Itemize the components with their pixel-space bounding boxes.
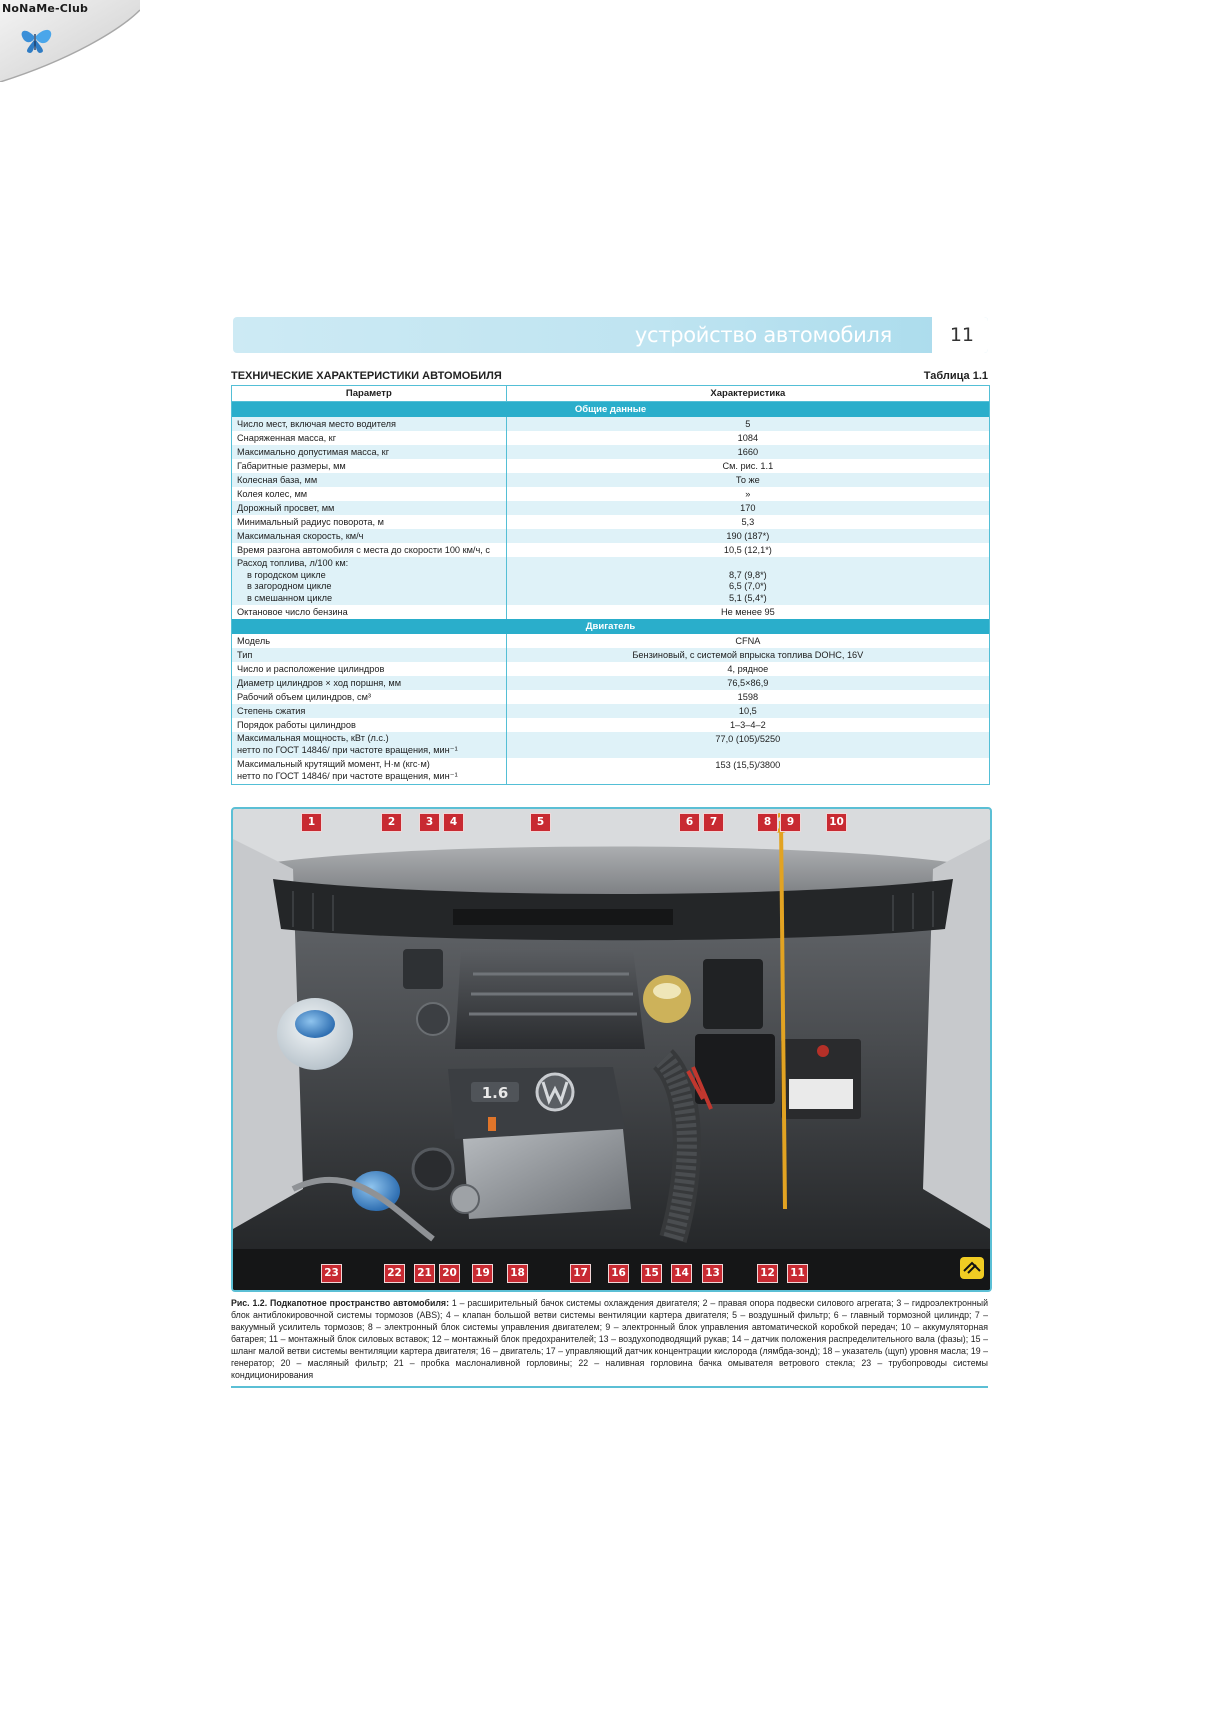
callout-23: 23 — [321, 1264, 342, 1283]
callout-21: 21 — [414, 1264, 435, 1283]
page-number-box — [932, 317, 988, 353]
watermark-text: NoNaMe-Club — [2, 2, 89, 15]
section-general: Общие данные — [232, 402, 990, 418]
page-header — [233, 317, 988, 353]
callout-6: 6 — [679, 813, 700, 832]
callout-5: 5 — [530, 813, 551, 832]
coolant-cap-icon — [295, 1010, 335, 1038]
table-row: Максимальная скорость, км/ч 190 (187*) — [232, 529, 990, 543]
col-header-value: Характеристика — [506, 386, 989, 402]
table-row: Тип Бензиновый, с системой впрыска топлива DOHC, 16V — [232, 648, 990, 662]
table-row: Снаряженная масса, кг 1084 — [232, 431, 990, 445]
table-number: Таблица 1.1 — [923, 370, 988, 382]
callout-18: 18 — [507, 1264, 528, 1283]
callout-7: 7 — [703, 813, 724, 832]
table-row: Число мест, включая место водителя 5 — [232, 417, 990, 431]
table-row: Октановое число бензина Не менее 95 — [232, 605, 990, 619]
caption-lead: Рис. 1.2. Подкапотное пространство автомобиля: — [231, 1298, 449, 1308]
table-row: Модель CFNA — [232, 634, 990, 648]
watermark-badge — [0, 0, 140, 82]
table-title: ТЕХНИЧЕСКИЕ ХАРАКТЕРИСТИКИ АВТОМОБИЛЯ — [231, 370, 502, 382]
table-row-torque: Максимальный крутящий момент, Н·м (кгс·м) нетто по ГОСТ 14846/ при частоте вращения, мин⁻¹ 153 (15,5)/3800 — [232, 758, 990, 785]
table-row-fuel: Расход топлива, л/100 км: в городском цикле в загородном цикле в смешанном цикле 8,7 (9,8*) 6,5 (7,0*) 5,1 (5,4*) — [232, 557, 990, 605]
table-row: Число и расположение цилиндров 4, рядное — [232, 662, 990, 676]
callout-20: 20 — [439, 1264, 460, 1283]
table-row-power: Максимальная мощность, кВт (л.с.) нетто по ГОСТ 14846/ при частоте вращения, мин⁻¹ 77,0 (105)/5250 — [232, 732, 990, 758]
table-row: Минимальный радиус поворота, м 5,3 — [232, 515, 990, 529]
callout-19: 19 — [472, 1264, 493, 1283]
callout-14: 14 — [671, 1264, 692, 1283]
table-row: Габаритные размеры, мм См. рис. 1.1 — [232, 459, 990, 473]
table-row: Степень сжатия 10,5 — [232, 704, 990, 718]
table-row: Порядок работы цилиндров 1–3–4–2 — [232, 718, 990, 732]
caption-text: 1 – расширительный бачок системы охлаждения двигателя; 2 – правая опора подвески силового агрегата; 3 – гидроэлектронный блок антиблокировочной системы тормозов (ABS); 4 – клапан большой ветви системы вентиляции картера двигателя; 5 – воздушный фильтр; 6 – главный тормозной цилиндр; 7 – вакуумный усилитель тормозов; 8 – электронный блок системы управления двигателем; 9 – электронный блок управления автоматической коробкой передач; 10 – аккумуляторная батарея; 11 – монтажный блок силовых вставок; 12 – монтажный блок предохранителей; 13 – воздухоподводящий рукав; 14 – датчик положения распределительного вала (фазы); 15 – шланг малой ветви системы вентиляции картера двигателя; 16 – двигатель; 17 – управляющий датчик концентрации кислорода (лямбда-зонд); 18 – указатель (щуп) уровня масла; 19 – генератор; 20 – масляный фильтр; 21 – пробка маслоналивной горловины; 22 – наливная горловина бачка омывателя ветрового стекла; 23 – трубопроводы системы кондиционирования — [231, 1298, 988, 1380]
fuel-label: Расход топлива, л/100 км: — [237, 558, 349, 568]
callout-10: 10 — [826, 813, 847, 832]
table-row: Колея колес, мм » — [232, 487, 990, 501]
table-row: Диаметр цилиндров × ход поршня, мм 76,5×86,9 — [232, 676, 990, 690]
callout-9: 9 — [780, 813, 801, 832]
section-engine: Двигатель — [232, 619, 990, 634]
callout-1: 1 — [301, 813, 322, 832]
callout-22: 22 — [384, 1264, 405, 1283]
col-header-param: Параметр — [232, 386, 507, 402]
table-row: Колесная база, мм То же — [232, 473, 990, 487]
engine-badge: 1.6 — [481, 1084, 509, 1102]
callout-13: 13 — [702, 1264, 723, 1283]
engine-bay-illustration — [233, 809, 990, 1290]
callout-11: 11 — [787, 1264, 808, 1283]
engine-bay-figure — [231, 807, 992, 1292]
figure-caption — [231, 1297, 988, 1381]
callout-4: 4 — [443, 813, 464, 832]
spec-table — [231, 385, 990, 785]
table-row: Максимально допустимая масса, кг 1660 — [232, 445, 990, 459]
section-title: устройство автомобиля — [634, 323, 892, 347]
callout-16: 16 — [608, 1264, 629, 1283]
table-row: Дорожный просвет, мм 170 — [232, 501, 990, 515]
table-row: Рабочий объем цилиндров, см³ 1598 — [232, 690, 990, 704]
table-row: Время разгона автомобиля с места до скорости 100 км/ч, с 10,5 (12,1*) — [232, 543, 990, 557]
caption-divider — [231, 1386, 988, 1388]
callout-3: 3 — [419, 813, 440, 832]
callout-12: 12 — [757, 1264, 778, 1283]
callout-17: 17 — [570, 1264, 591, 1283]
callout-15: 15 — [641, 1264, 662, 1283]
callout-2: 2 — [381, 813, 402, 832]
callout-8: 8 — [757, 813, 778, 832]
page-number: 11 — [949, 324, 974, 346]
dipstick-handle-icon — [488, 1117, 496, 1131]
